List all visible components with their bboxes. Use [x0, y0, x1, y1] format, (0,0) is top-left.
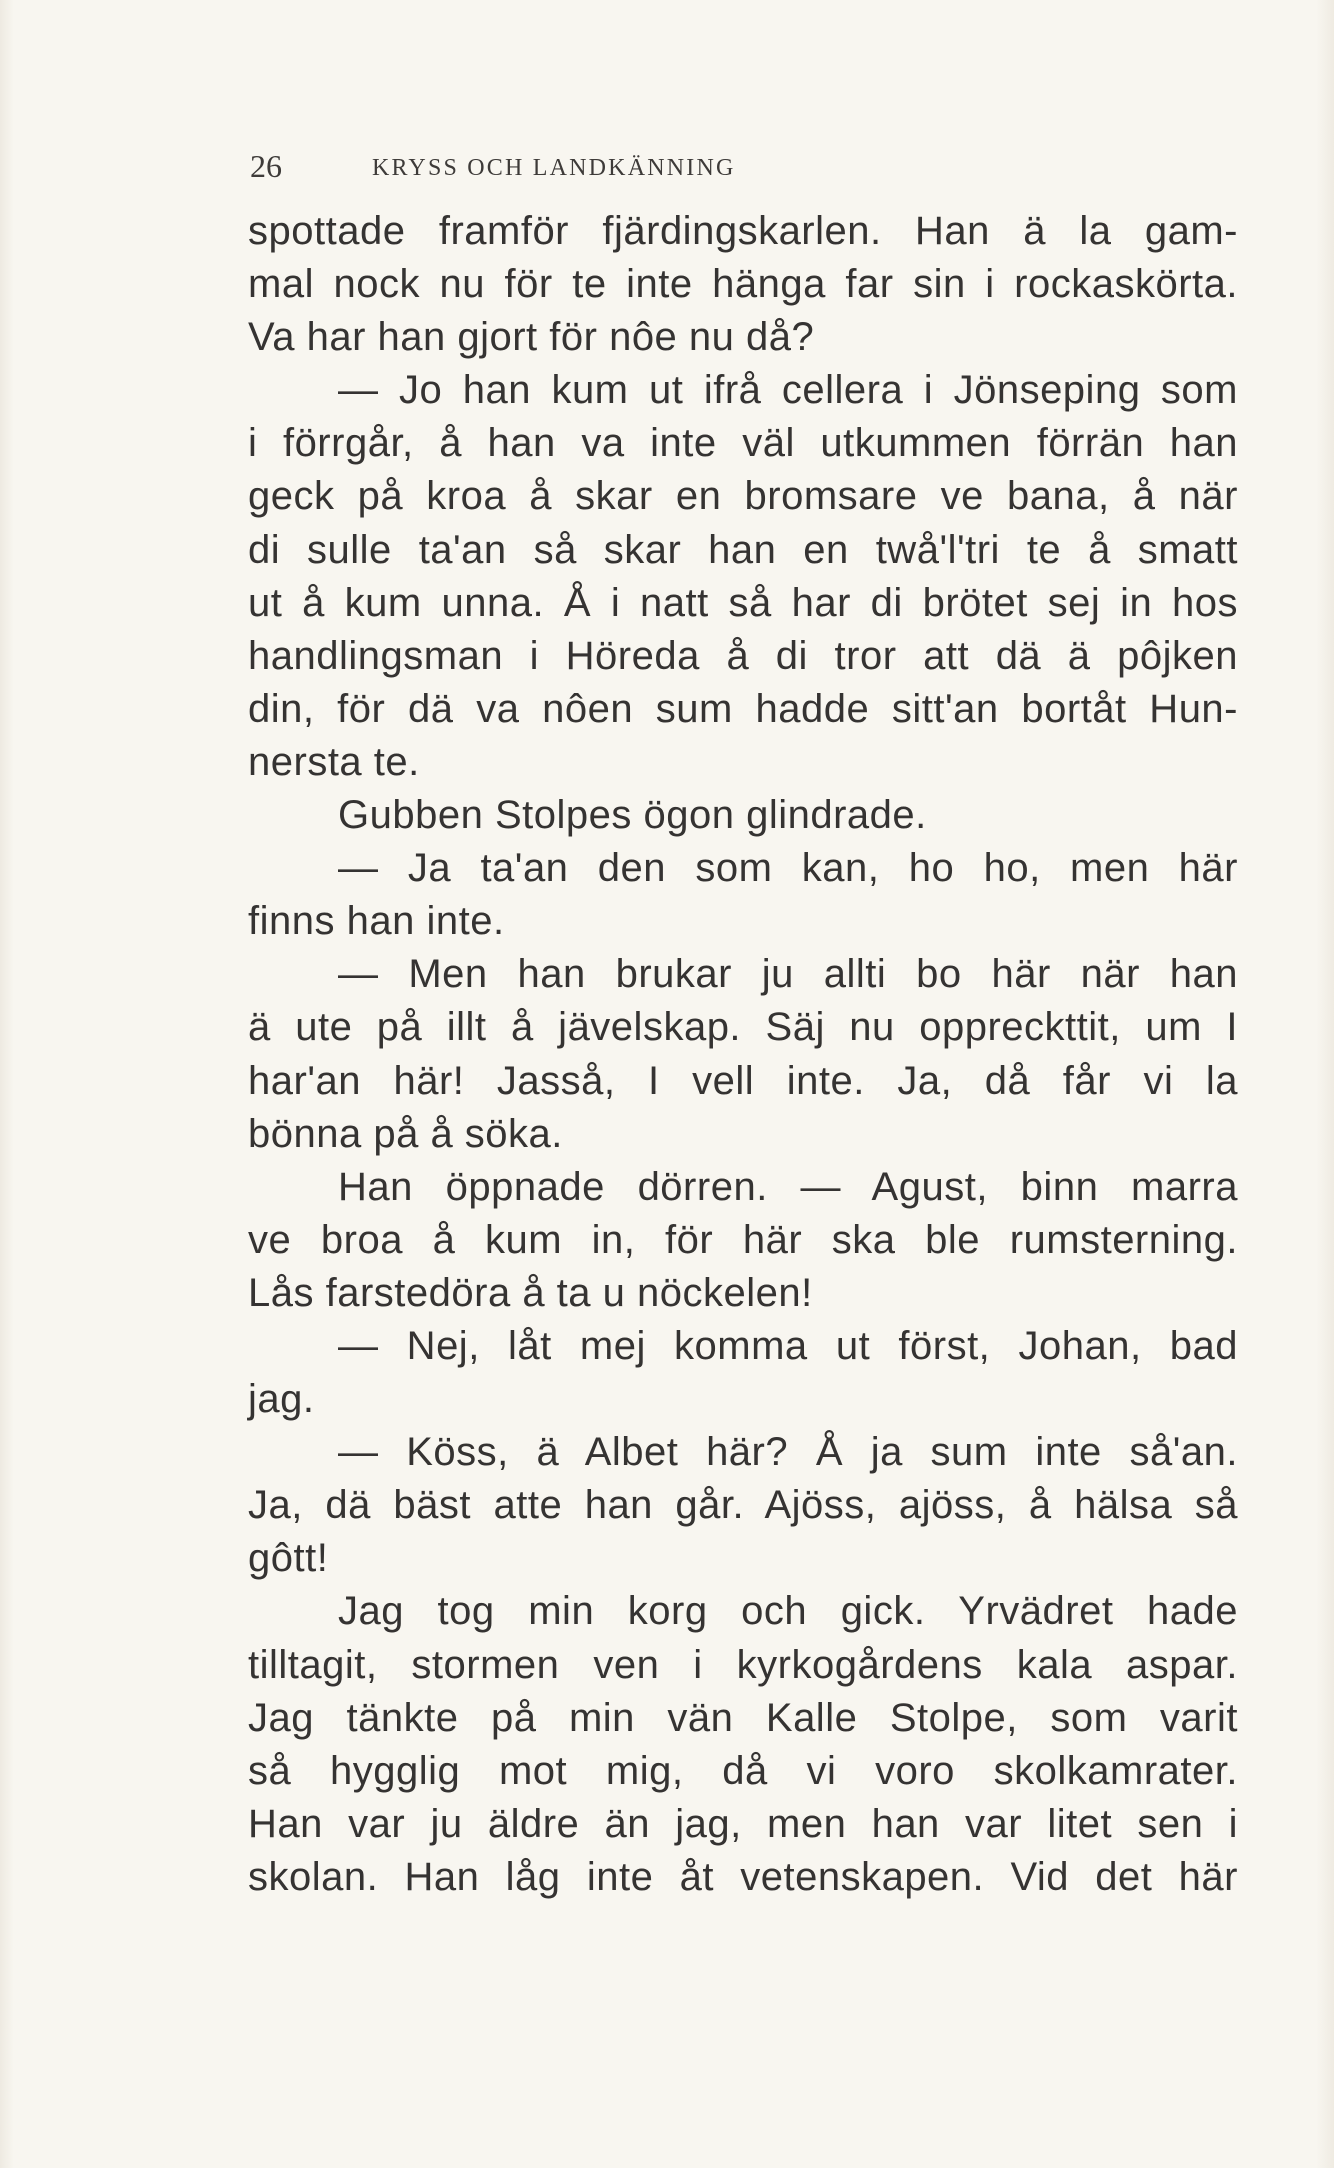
- text-line: jag.: [248, 1377, 315, 1422]
- text-line: nersta te.: [248, 739, 420, 784]
- text-line: — Köss, ä Albet här? Å ja sum inte så'an.: [338, 1430, 1238, 1475]
- text-line: Jag tog min korg och gick. Yrvädret hade: [338, 1589, 1238, 1634]
- text-line: — Men han brukar ju allti bo här när han: [338, 952, 1238, 997]
- text-line: tilltagit, stormen ven i kyrkogårdens kala aspar.: [248, 1642, 1238, 1687]
- text-line: gôtt!: [248, 1536, 329, 1581]
- text-line: i förrgår, å han va inte väl utkummen förrän han: [248, 421, 1238, 466]
- text-line: handlingsman i Höreda å di tror att dä ä pôjken: [248, 633, 1238, 678]
- text-line: Gubben Stolpes ögon glindrade.: [338, 793, 927, 838]
- text-line: finns han inte.: [248, 899, 505, 944]
- text-line: — Ja ta'an den som kan, ho ho, men här: [338, 846, 1238, 891]
- running-head: KRYSS OCH LANDKÄNNING: [372, 155, 736, 181]
- text-line: ve broa å kum in, för här ska ble rumsterning.: [248, 1217, 1238, 1262]
- text-line: har'an här! Jasså, I vell inte. Ja, då får vi la: [248, 1058, 1238, 1103]
- text-line: spottade framför fjärdingskarlen. Han ä la gam-: [248, 209, 1238, 253]
- text-line: geck på kroa å skar en bromsare ve bana, å när: [248, 474, 1238, 519]
- text-line: Ja, dä bäst atte han går. Ajöss, ajöss, å hälsa så: [248, 1483, 1238, 1528]
- text-line: skolan. Han låg inte åt vetenskapen. Vid det här: [248, 1854, 1238, 1899]
- text-line: ut å kum unna. Å i natt så har di brötet sej in hos: [248, 580, 1238, 625]
- body-text: [248, 205, 1238, 1904]
- text-line: mal nock nu för te inte hänga far sin i rockaskörta.: [248, 262, 1238, 307]
- text-line: Han var ju äldre än jag, men han var litet sen i: [248, 1801, 1238, 1846]
- text-line: Va har han gjort för nôe nu då?: [248, 315, 815, 360]
- text-line: Jag tänkte på min vän Kalle Stolpe, som varit: [248, 1695, 1238, 1740]
- text-line: ä ute på illt å jävelskap. Säj nu oppreckttit, um I: [248, 1005, 1238, 1050]
- page-number: 26: [250, 148, 282, 184]
- text-line: din, för dä va nôen sum hadde sitt'an bortåt Hun-: [248, 686, 1238, 731]
- text-line: di sulle ta'an så skar han en twå'l'tri te å smatt: [248, 527, 1238, 572]
- text-line: Lås farstedöra å ta u nöckelen!: [248, 1270, 813, 1315]
- text-line: Han öppnade dörren. — Agust, binn marra: [338, 1164, 1238, 1209]
- text-line: — Nej, låt mej komma ut först, Johan, bad: [338, 1323, 1238, 1368]
- text-line: så hygglig mot mig, då vi voro skolkamrater.: [248, 1748, 1238, 1793]
- text-line: bönna på å söka.: [248, 1111, 563, 1156]
- page-header: [250, 148, 970, 192]
- text-line: — Jo han kum ut ifrå cellera i Jönseping som: [338, 368, 1238, 413]
